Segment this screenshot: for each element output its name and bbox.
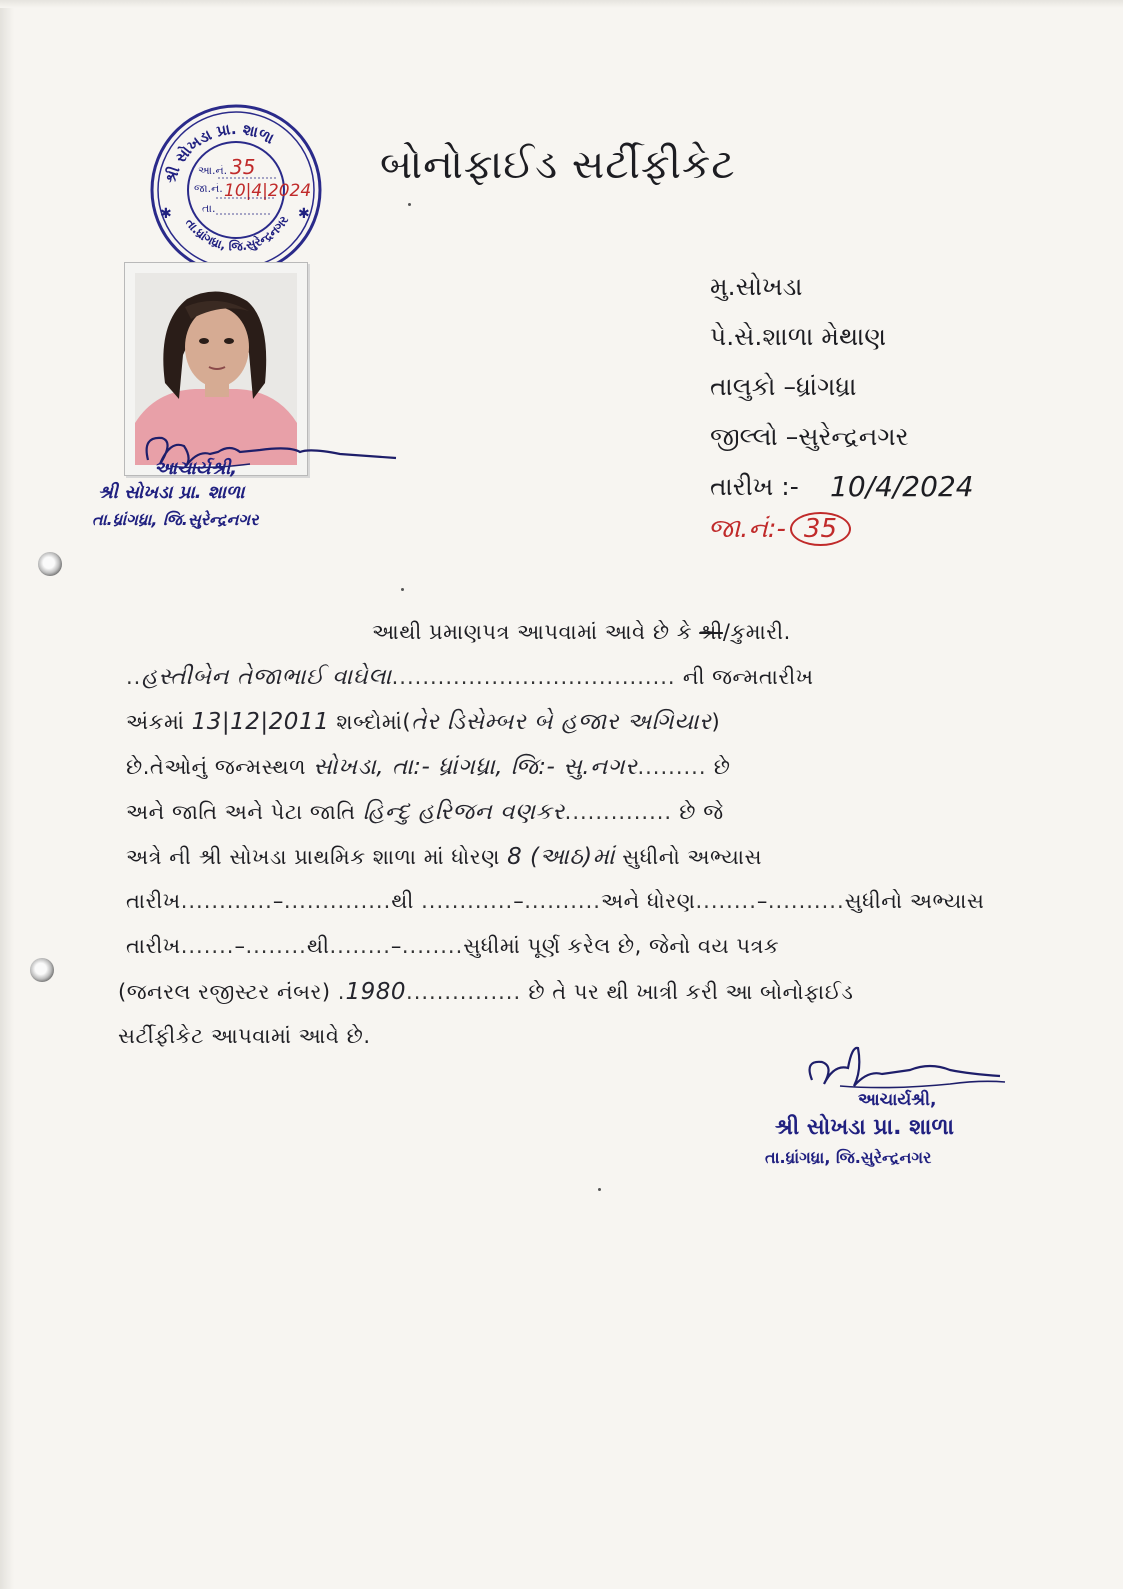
page-edge-left xyxy=(0,0,14,1589)
body-study-label: સુધીનો અભ્યાસ xyxy=(622,845,762,869)
certificate-title: બોનોફાઈડ સર્ટીફીકેટ xyxy=(380,142,736,188)
signature-title: આચાર્યશ્રી, xyxy=(858,1090,937,1110)
photo-seal-school: શ્રી સોખડા પ્રા. શાળા xyxy=(98,482,245,503)
birthplace: સોખડા, તા:- ધ્રાંગધ્રા, જિ:- સુ.નગર xyxy=(313,754,638,780)
body-from-2: થી xyxy=(306,934,330,958)
body-verified: છે તે પર થી ખાત્રી કરી આ બોનોફાઈડ xyxy=(528,980,854,1004)
address-center: પે.સે.શાળા મેથાણ xyxy=(710,322,887,351)
body-dob-label: ની જન્મતારીખ xyxy=(682,665,814,689)
body-struck-shri: શ્રી xyxy=(699,620,723,644)
photo-seal-title: આચાર્યશ્રી, xyxy=(154,458,238,479)
address-taluka: તાલુકો –ધ્રાંગધ્રા xyxy=(710,372,857,401)
body-gr-label: (જનરલ રજીસ્ટર નંબર) xyxy=(118,980,331,1004)
body-che-je: છે જે xyxy=(679,800,724,824)
body-line-4: છે.તેઓનું જન્મસ્થળ સોખડા, તા:- ધ્રાંગધ્રા, જિ:- સુ.નગર......... છે xyxy=(126,754,731,780)
body-until: સુધીમાં xyxy=(463,934,521,958)
body-digits-label: અંકમાં xyxy=(126,710,185,734)
stamp-line1-label: આ.નં. xyxy=(198,164,228,177)
address-date-label: તારીખ :- xyxy=(710,472,799,501)
signature-school: શ્રી સોખડા પ્રા. શાળા xyxy=(775,1115,954,1140)
standard: 8 (આઠ)માં xyxy=(507,844,615,870)
stamp-line2-label: જા.નં. xyxy=(194,182,223,195)
photo-seal-address: તા.ધ્રાંગધ્રા, જિ.સુરેન્દ્રનગર xyxy=(92,510,259,529)
paper-speck xyxy=(598,1188,601,1191)
body-caste-label: અને જાતિ અને પેટા જાતિ xyxy=(126,800,356,824)
blank-dash: – xyxy=(234,934,246,958)
body-kumari: /કુમારી. xyxy=(722,620,791,644)
caste: હિન્દુ હરિજન વણકર xyxy=(362,799,565,825)
body-date-label-2: તારીખ xyxy=(126,934,181,958)
blank-dash: – xyxy=(756,889,768,913)
body-che: છે xyxy=(713,755,731,779)
body-intro: આથી પ્રમાણપત્ર આપવામાં આવે છે કે xyxy=(372,620,693,644)
svg-text:✱: ✱ xyxy=(160,206,172,222)
body-from: થી xyxy=(391,889,414,913)
address-village: મુ.સોખડા xyxy=(710,272,803,301)
body-line-6 xyxy=(126,844,762,870)
blank-dash: – xyxy=(513,889,525,913)
reference-value: 35 xyxy=(790,512,851,546)
paper-speck xyxy=(401,588,404,591)
school-round-stamp xyxy=(146,100,326,280)
body-date-label: તારીખ xyxy=(126,889,181,913)
paper-speck xyxy=(408,203,411,206)
stamp-top-text: શ્રી સોખડા પ્રા. શાળા xyxy=(161,119,278,186)
body-and-std: અને ધોરણ xyxy=(600,889,696,913)
signature-address: તા.ધ્રાંગધ્રા, જિ.સુરેન્દ્રનગર xyxy=(765,1148,932,1167)
dob-words: તેર ડિસેમ્બર બે હજાર અગિયાર xyxy=(411,709,712,735)
body-line-2: ..હસ્તીબેન તેજાભાઈ વાઘેલા..................................... ની જન્મતારીખ xyxy=(126,664,814,690)
stamp-line2-value: 10|4|2024 xyxy=(224,181,312,201)
punch-hole xyxy=(30,958,54,982)
body-paren-close: ) xyxy=(711,710,721,734)
blank-dash: – xyxy=(390,934,402,958)
body-line-9: (જનરલ રજીસ્ટર નંબર) .1980............... છે તે પર થી ખાત્રી કરી આ બોનોફાઈડ xyxy=(118,979,854,1005)
body-line-10 xyxy=(118,1024,371,1049)
gr-number: 1980 xyxy=(345,979,407,1005)
body-words-label: શબ્દોમાં( xyxy=(336,710,412,734)
svg-text:✱: ✱ xyxy=(298,206,310,222)
body-line-7: તારીખ............–..............થી ............–..........અને ધોરણ........–..........સુધીનો અભ્યાસ xyxy=(126,889,985,913)
body-line-1 xyxy=(372,620,791,645)
body-line-3 xyxy=(126,709,720,735)
student-name: હસ્તીબેન તેજાભાઈ વાઘેલા xyxy=(141,664,392,690)
reference-number xyxy=(708,512,851,546)
body-birthplace-label: છે.તેઓનું જન્મસ્થળ xyxy=(126,755,306,779)
punch-hole xyxy=(38,552,62,576)
reference-label: જા.નં:- xyxy=(708,514,786,544)
dob-digits: 13|12|2011 xyxy=(191,709,330,735)
page-edge-top xyxy=(0,0,1123,8)
body-line-8: તારીખ.......–........થી........–........સુધીમાં પૂર્ણ કરેલ છે, જેનો વય પત્રક xyxy=(126,934,780,958)
stamp-line3-label: તા. xyxy=(202,202,216,215)
stamp-bottom-text: તા.ધ્રાંગધ્રા, જિ.સુરેન્દ્રનગર xyxy=(182,213,292,254)
address-date-value: 10/4/2024 xyxy=(830,470,974,503)
address-district: જીલ્લો –સુરેન્દ્રનગર xyxy=(710,422,909,451)
blank-dash: – xyxy=(272,889,284,913)
body-closing: સર્ટીફીકેટ આપવામાં આવે છે. xyxy=(118,1024,371,1048)
body-completed: પૂર્ણ કરેલ છે, જેનો વય પત્રક xyxy=(527,934,780,958)
body-study-label-2: સુધીનો અભ્યાસ xyxy=(844,889,985,913)
stamp-line1-value: 35 xyxy=(230,155,256,179)
body-school-label: અત્રે ની શ્રી સોખડા પ્રાથમિક શાળા માં ધોરણ xyxy=(126,845,500,869)
body-line-5: અને જાતિ અને પેટા જાતિ હિન્દુ હરિજન વણકર.............. છે જે xyxy=(126,799,724,825)
